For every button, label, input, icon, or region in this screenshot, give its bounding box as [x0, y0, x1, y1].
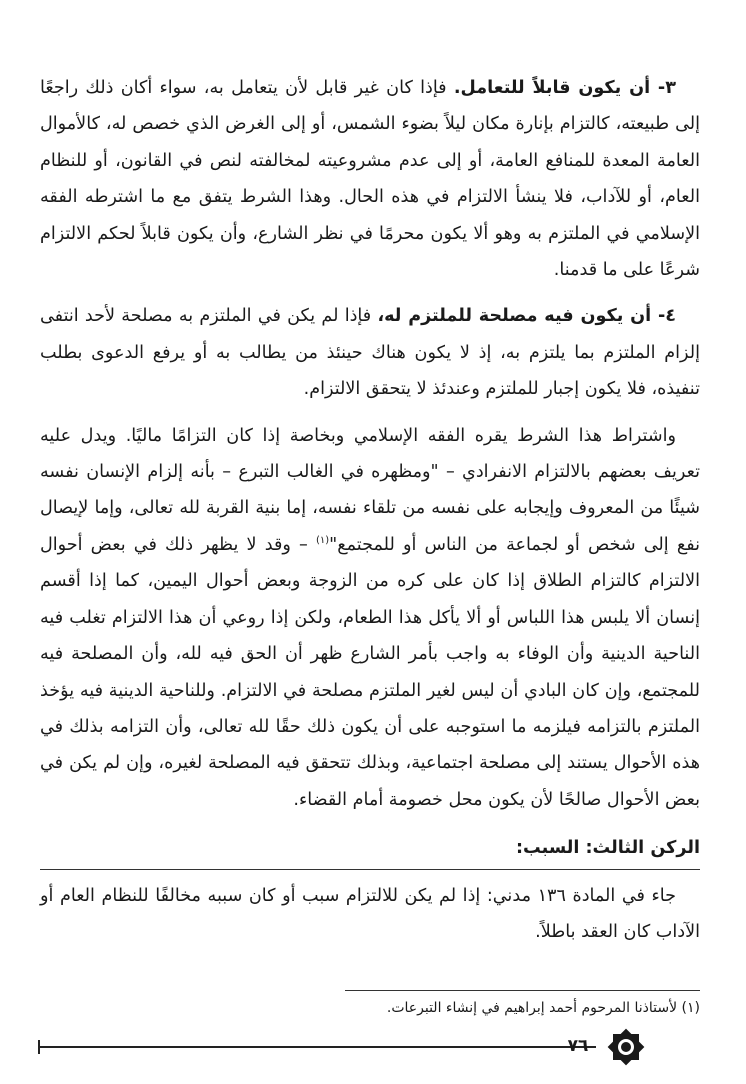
paragraph-condition-4: [40, 298, 700, 407]
footer-rule: [40, 1046, 596, 1048]
ornament-icon: [606, 1027, 646, 1067]
paragraph-text-part-2: – وقد لا يظهر ذلك في بعض أحوال الالتزام كالتزام الطلاق إذا كان على كره من الزوجة وبعض أحوال اليمين، كما إذا أقسم إنسان ألا يلبس هذا اللباس أو ألا يأكل هذا الطعام، ولكن إذا روعي أن هذا الالتزام تغلب فيه الناحية الدينية وأن الوفاء به واجب بأمر الشارع ظهر أن الحق فيه لله، وأن المصلحة فيه للمجتمع، وإن كان البادي أن ليس لغير الملتزم مصلحة في الالتزام. وللناحية الدينية فيه يؤخذ الملتزم بالتزامه فيلزمه ما استوجبه على أن يكون ذلك حقًا لله تعالى، وأن التزامه بذلك في هذه الأحوال يستند إلى مصلحة اجتماعية، وبذلك تتحقق فيه المصلحة لغيره، وإن لم يكن في بعض الأحوال صالحًا لأن يكون محل خصومة أمام القضاء.: [40, 534, 700, 810]
page-number: ٧٦: [567, 1036, 589, 1056]
footer-rule-end: [38, 1040, 40, 1054]
condition-4-title: ٤- أن يكون فيه مصلحة للملتزم له،: [377, 306, 676, 327]
footnote-reference: (١): [315, 535, 330, 547]
paragraph-article-136: جاء في المادة ١٣٦ مدني: إذا لم يكن للالتزام سبب أو كان سببه مخالفًا للنظام العام أو الآداب كان العقد باطلاً.: [40, 885, 700, 942]
footnote: (١) لأستاذنا المرحوم أحمد إبراهيم في إنشاء التبرعات.: [386, 1000, 700, 1016]
condition-4-text: فإذا لم يكن في الملتزم به مصلحة لأحد انتفى إلزام الملتزم بما يلتزم به، إذ لا يكون هناك حينئذ من يطالب به أو يرفع الدعوى بطلب تنفيذه، فلا يكون إجبار للملتزم وعندئذ لا يتحقق الالتزام.: [40, 306, 700, 400]
heading-divider: [40, 869, 700, 870]
paragraph-condition-3: [40, 70, 700, 288]
condition-3-text: فإذا كان غير قابل لأن يتعامل به، سواء أكان ذلك راجعًا إلى طبيعته، كالتزام بإنارة مكان ليلاً بضوء الشمس، أو إلى الغرض الذي خصص له، كالأموال العامة المعدة للمنافع العامة، أو إلى عدم مشروعيته لمخالفته لنص في القانون، أو للنظام العام، أو للآداب، فلا ينشأ الالتزام في هذه الحال. وهذا الشرط يتفق مع ما اشترطه الفقه الإسلامي في الملتزم به وهو ألا يكون محرمًا في نظر الشارع، وأن يكون قابلاً لحكم الالتزام شرعًا على ما قدمنا.: [40, 78, 700, 281]
footnote-divider: [345, 990, 700, 991]
section-heading: الركن الثالث: السبب:: [516, 838, 700, 859]
condition-3-title: ٣- أن يكون قابلاً للتعامل.: [453, 78, 676, 98]
page-body: [40, 70, 700, 950]
paragraph-text-part-1: واشتراط هذا الشرط يقره الفقه الإسلامي وبخاصة إذا كان التزامًا ماليًا. ويدل عليه تعريف بعضهم بالالتزام الانفرادي – "ومظهره في الغالب التبرع – بأنه إلزام الإنسان نفسه شيئًا من المعروف وإيجابه على نفسه من تلقاء نفسه، إما بنية القربة لله تعالى، وإما لإيصال نفع إلى شخص أو لجماعة من الناس أو للمجتمع": [40, 425, 701, 555]
paragraph-islamic-jurisprudence: [40, 418, 700, 818]
